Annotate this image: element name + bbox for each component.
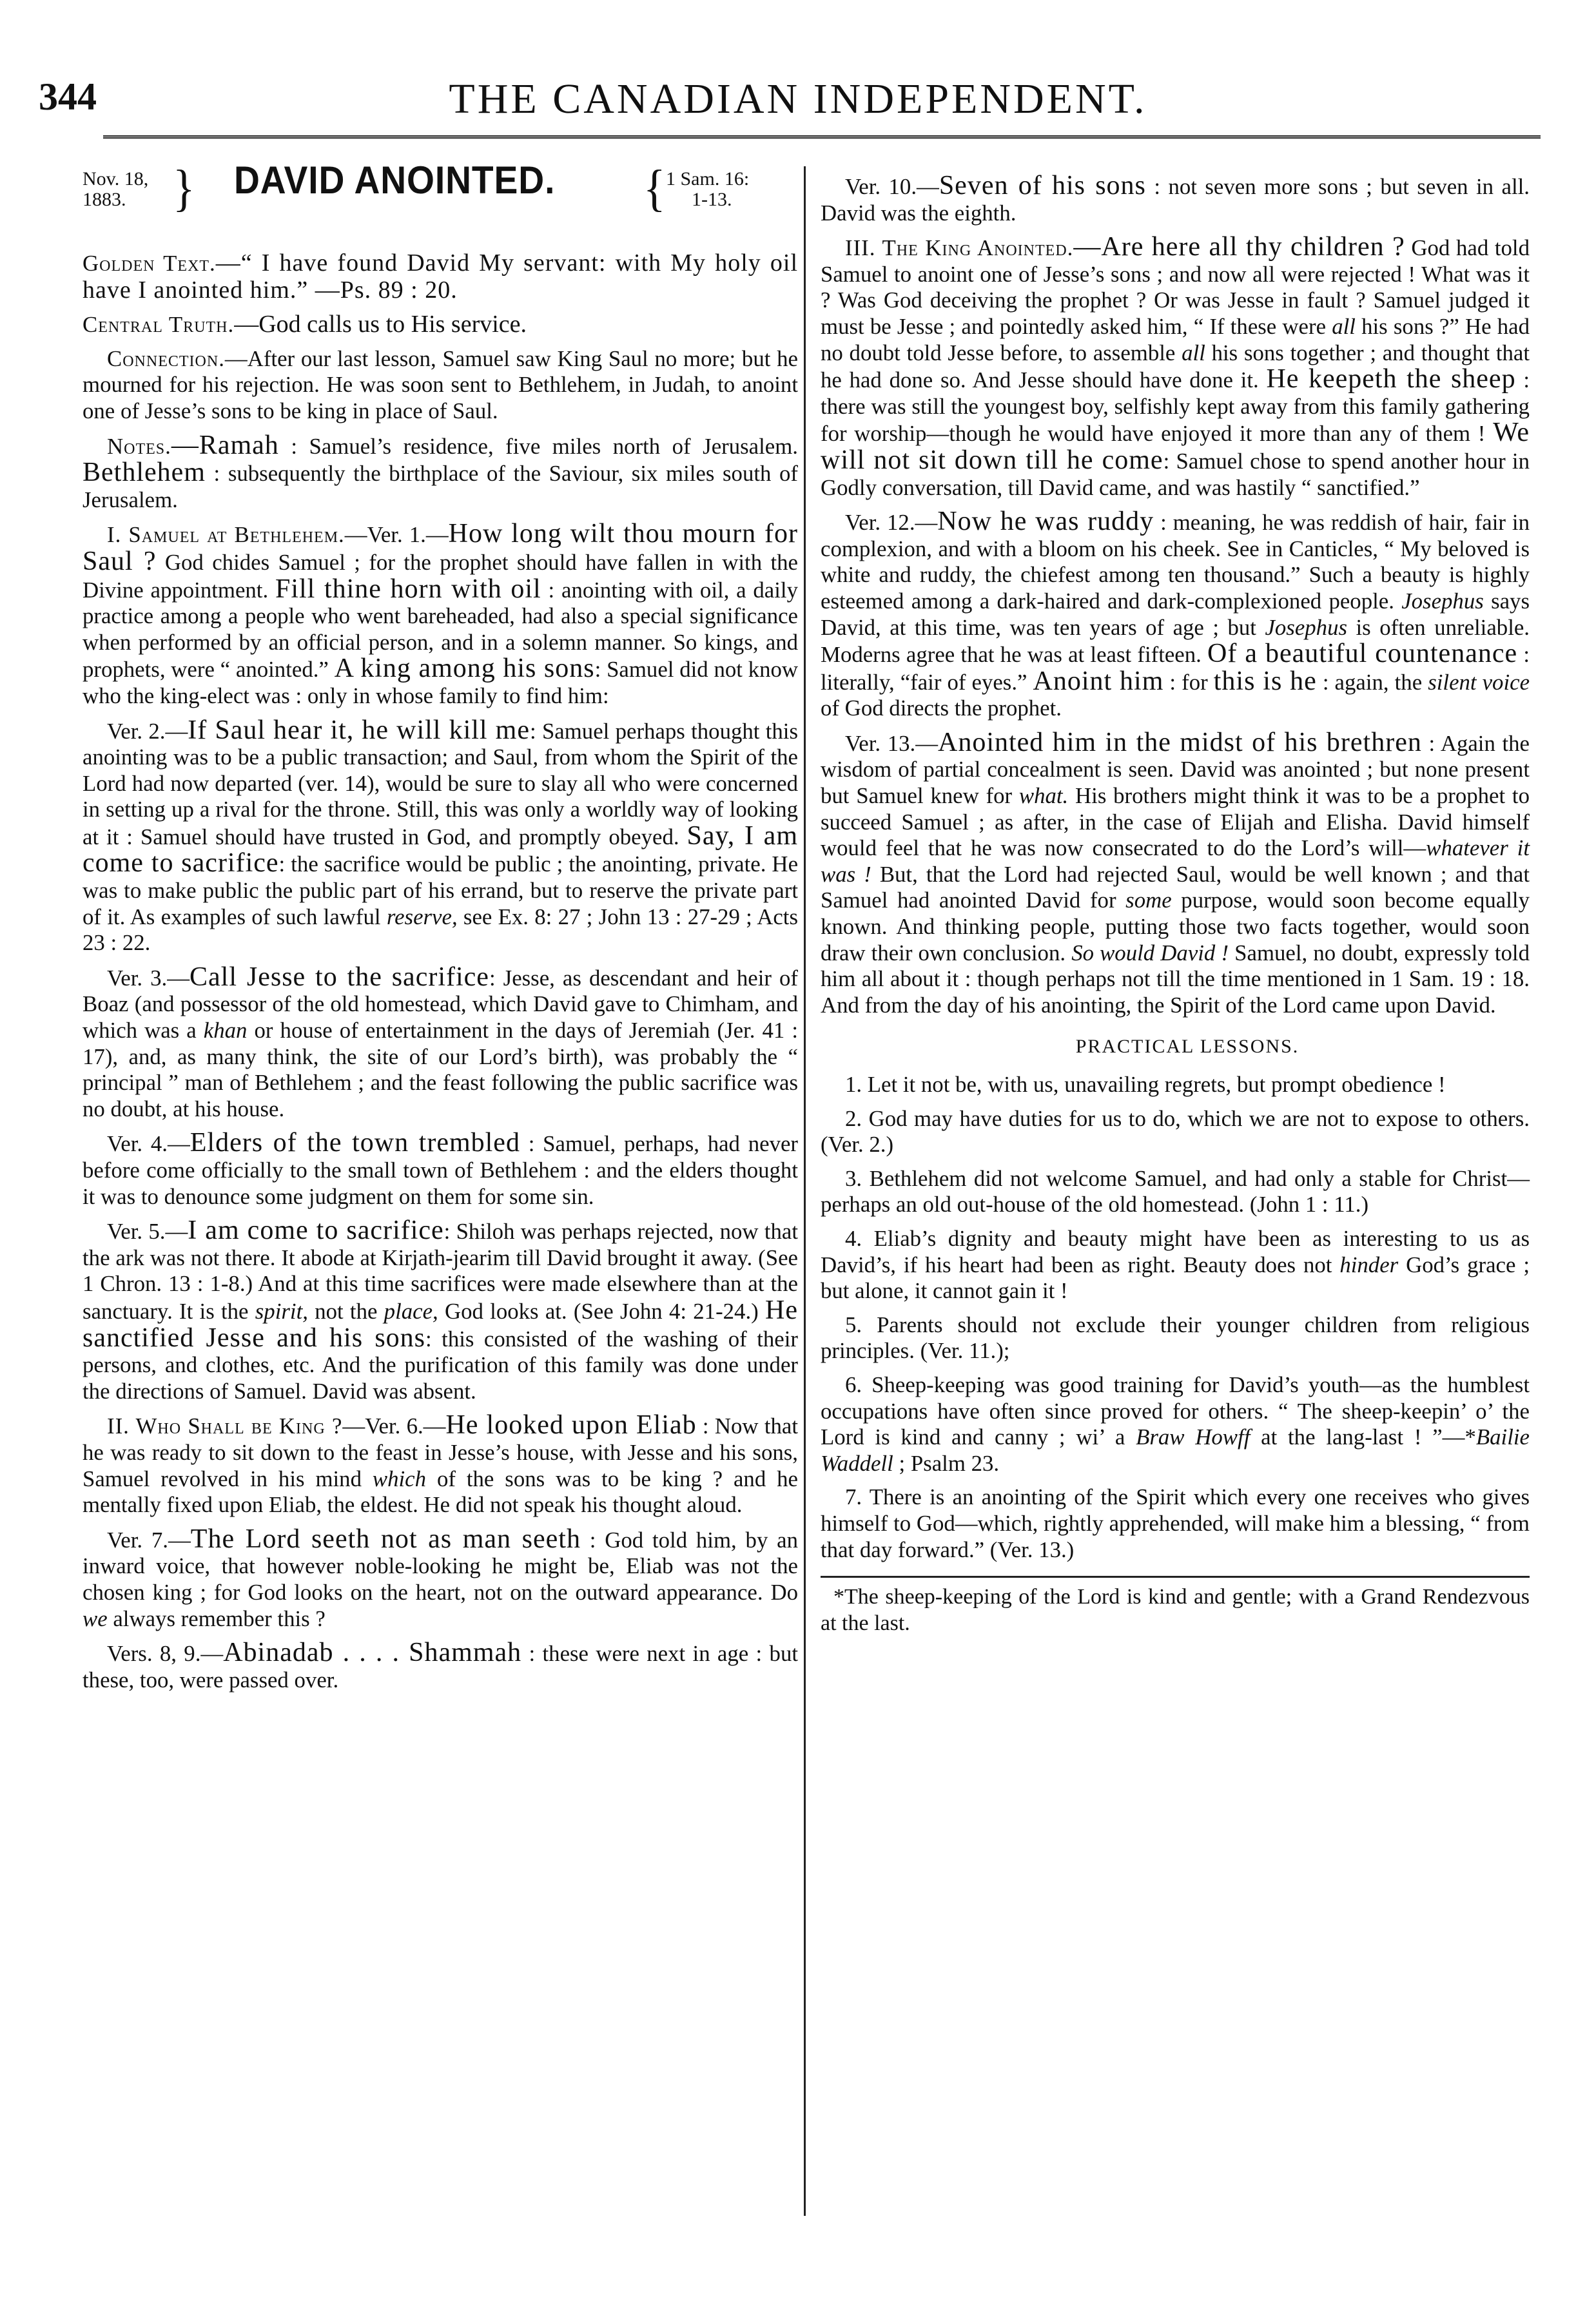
section-3-label: III. The King Anointed. (845, 235, 1074, 261)
section-3-heading-2: He keepeth the sheep (1266, 364, 1516, 394)
verse-7-label: Ver. 7.— (107, 1527, 191, 1553)
lesson-item-6 (821, 1372, 1530, 1477)
verses-8-9-heading: Abinadab . . . . Shammah (223, 1638, 522, 1668)
lesson-item-4 (821, 1226, 1530, 1305)
lesson-6-text-a: 6. Sheep-keeping was good training for David’s youth—as the humblest occupations have often since proved for others. “ The sheep-keepin’ o’ the Lord is kind and canny ; wi’ a (821, 1372, 1530, 1450)
central-truth-body: —God calls us to His service. (234, 311, 527, 338)
verse-2-heading-2: Say, I am come to sacrifice (83, 820, 798, 878)
verse-7-italic: we (83, 1605, 108, 1631)
verse-13-text-1: : Again the wisdom of partial concealment is seen. David was anointed ; but none present but Samuel knew for (821, 730, 1530, 809)
verses-8-9-paragraph (83, 1640, 798, 1693)
section-3-text-2: his sons ?” He had no doubt told Jesse before, to assemble (821, 313, 1530, 365)
section-1-label: I. Samuel at Bethlehem. (107, 522, 345, 548)
verse-13-label: Ver. 13.— (845, 730, 938, 756)
verse-7-heading: The Lord seeth not as man seeth (190, 1524, 581, 1554)
verse-7-paragraph (83, 1526, 798, 1632)
verse-13-text-2: His brothers might think it was to be a prophet to succeed Samuel ; as after, in the case of Elijah and Elisha. David himself would feel that he was now consecrated to do the Lord’s will— (821, 783, 1530, 861)
verse-12-italic-1: Josephus (1401, 588, 1484, 614)
verse-12-italic-3: silent voice (1428, 669, 1530, 695)
section-1-heading-1: How long wilt thou mourn for Saul ? (83, 519, 799, 576)
scripture-ref-line2: 1-13. (692, 189, 732, 210)
notes-paragraph (83, 432, 798, 514)
verse-2-italic: reserve, (386, 904, 458, 929)
practical-lessons (821, 1034, 1530, 1563)
section-3-text-5: : Samuel chose to spend another hour in Godly conversation, till David came, and was hastily “ sanctified.” (821, 448, 1530, 500)
section-1-text-2: : anointing with oil, a daily practice among a people who went bareheaded, had also a special significance when performed by an official person, and in a solemn manner. So kings, and prophets, were “ anointed.” (83, 577, 798, 683)
verse-2-text-3: see Ex. 8: 27 ; John 13 : 27-29 ; Acts 23 : 22. (83, 904, 798, 956)
verse-10-text: : not seven more sons ; but seven in all. David was the eighth. (821, 174, 1530, 226)
verse-3-text-2: or house of entertainment in the days of Jeremiah (Jer. 41 : 17), and, as many think, the site of our Lord’s birth), was probably the “ principal ” man of Bethlehem ; and the feast following the public sacrifice was no doubt, at his house. (83, 1018, 798, 1121)
verse-5-text-4: : this consisted of the washing of their persons, and clothes, etc. And the purification of this family was done under the directions of Samuel. David was absent. (83, 1326, 798, 1404)
lesson-item-3: 3. Bethlehem did not welcome Samuel, and had only a stable for Christ—perhaps an old out-house of the old homestead. (John 1 : 11.) (821, 1165, 1530, 1217)
section-3-text-1: God had told Samuel to anoint one of Jesse’s sons ; and now all were rejected ! What was it ? Was God deceiving the prophet ? Or was Jesse in fault ? Samuel judged it must be Jesse ; and pointedly asked him, “ If these were (821, 235, 1530, 339)
lesson-4-text-b: God’s grace ; but alone, it cannot gain it ! (821, 1252, 1530, 1304)
verse-13-heading: Anointed him in the midst of his brethren (938, 727, 1422, 757)
verse-2-text-2: : the sacrifice would be public ; the anointing, private. He was to make public the public part of his errand, but to reserve the private part of it. As examples of such lawful (83, 851, 799, 929)
lesson-item-7: 7. There is an anointing of the Spirit which every one receives who gives himself to God—which, rightly apprehended, will make him a blessing, “ from that day forward.” (Ver. 13.) (821, 1484, 1530, 1562)
notes-text-2: : subsequently the birthplace of the Saviour, six miles south of Jerusalem. (83, 461, 798, 512)
verse-13-italic-4: So would David ! (1071, 940, 1229, 965)
verse-2-heading-1: If Saul hear it, he will kill me (188, 715, 530, 745)
verse-2-label: Ver. 2.— (107, 718, 188, 744)
verse-12-text-5: : for (1163, 669, 1214, 695)
verse-10-label: Ver. 10.— (845, 174, 939, 199)
verse-10-paragraph (821, 173, 1530, 226)
verse-3-text-1: : Jesse, as descendant and heir of Boaz (and possessor of the old homestead, which David gave to Chimham, and which was a (83, 965, 798, 1043)
verse-12-text-6: : again, the (1316, 669, 1428, 695)
verse-2-text-1: : Samuel perhaps thought this anointing was to be a public transaction; and Saul, from whom the Spirit of the Lord had now departed (ver. 14), would be sure to slay all who were concerned in setting up a rival for the throne. Still, this was only a worldly way of looking at it : Samuel should have trusted in God, and promptly obeyed. (83, 718, 799, 849)
footnote-rule (821, 1576, 1530, 1578)
verses-8-9-label: Vers. 8, 9.— (107, 1641, 224, 1667)
section-3-heading-3: We will not sit down till he come (821, 418, 1530, 475)
central-truth-label: Central Truth. (83, 312, 235, 338)
left-column (83, 159, 799, 1701)
lesson-item-1: 1. Let it not be, with us, unavailing regrets, but prompt obedience ! (845, 1072, 1446, 1097)
section-2-heading: He looked upon Eliab (445, 1410, 697, 1441)
section-1-text-3: : Samuel did not know who the king-elect was : only in whose family to find him: (83, 657, 799, 708)
lesson-6-italic-1: Braw Howff (1136, 1424, 1251, 1450)
verse-12-label: Ver. 12.— (845, 510, 938, 536)
lesson-date-line1: Nov. 18, (83, 168, 149, 189)
connection-label: Connection. (107, 345, 225, 371)
verse-3-label: Ver. 3.— (107, 965, 190, 991)
lesson-4-text-a: 4. Eliab’s dignity and beauty might have been as interesting to us as David’s, if his heart had been as right. Beauty does not (821, 1225, 1530, 1277)
scripture-ref-line1: 1 Sam. 16: (666, 168, 750, 189)
verse-5-label: Ver. 5.— (107, 1219, 188, 1245)
lesson-6-text-b: at the lang-last ! ”—* (1250, 1424, 1476, 1450)
verse-5-paragraph (83, 1217, 798, 1404)
notes-label: Notes. (107, 433, 171, 459)
verse-13-italic-1: what. (1018, 783, 1069, 809)
verse-7-text-2: always remember this ? (107, 1605, 326, 1631)
section-1-paragraph (83, 521, 798, 709)
notes-heading-bethlehem: Bethlehem (83, 458, 206, 488)
practical-lessons-heading: PRACTICAL LESSONS. (1075, 1036, 1299, 1058)
notes-heading-ramah: —Ramah (171, 430, 279, 460)
verse-12-text-4: : literally, “fair of eyes.” (821, 642, 1530, 695)
golden-text-label: Golden Text. (83, 251, 216, 276)
verses-8-9-text: : these were next in age : but these, too, were passed over. (83, 1641, 799, 1693)
verse-13-text-4: purpose, would soon become equally known. And thinking people, putting those two facts together, would soon draw their own conclusion. (821, 888, 1530, 965)
verse-7-text-1: : God told him, by an inward voice, that however noble-looking he might be, Eliab was not the chosen king ; for God looks on the heart, not on the outward appearance. Do (83, 1527, 798, 1605)
lesson-item-2: 2. God may have duties for us to do, which we are not to expose to others. (Ver. 2.) (821, 1105, 1530, 1158)
verse-13-italic-2: whatever it was ! (821, 835, 1530, 887)
page-number: 344 (39, 75, 97, 118)
section-3-text-4: : there was still the youngest boy, selfishly kept away from this family gathering for worship—though he would have enjoyed it more than any of them ! (821, 367, 1530, 447)
lesson-item-5: 5. Parents should not exclude their younger children from religious principles. (Ver. 11.); (821, 1312, 1530, 1364)
lesson-title: DAVID ANOINTED. (234, 159, 556, 202)
section-3-paragraph (821, 234, 1530, 501)
brace-right: } (173, 160, 195, 217)
verse-5-text-3: God looks at. (See John 4: 21-24.) (438, 1298, 765, 1324)
verse-12-heading-4: this is he (1213, 666, 1317, 696)
verse-4-text: : Samuel, perhaps, had never before come officially to the small town of Bethlehem : and the elders thought it was to denounce some judgment on them for some sin. (83, 1131, 799, 1209)
verse-5-heading-2: He sanctified Jesse and his sons (83, 1295, 798, 1353)
verse-12-heading-3: Anoint him (1033, 666, 1164, 696)
verse-12-paragraph (821, 509, 1530, 722)
verse-13-italic-3: some (1125, 888, 1172, 913)
notes-text-1: : Samuel’s residence, five miles north of Jerusalem. (278, 433, 798, 459)
lesson-6-text-c: ; Psalm 23. (893, 1450, 1000, 1476)
section-3-text-3: his sons together ; and thought that he had done so. And Jesse should have done it. (821, 340, 1530, 393)
verse-12-heading-1: Now he was ruddy (937, 507, 1154, 537)
verse-4-heading: Elders of the town trembled (190, 1128, 520, 1158)
verse-13-paragraph (821, 727, 1530, 1019)
verse-5-italic-2: place, (384, 1298, 438, 1324)
scripture-reference (666, 169, 749, 210)
verse-4-label: Ver. 4.— (107, 1131, 190, 1157)
verse-5-text-1: : Shiloh was perhaps rejected, now that the ark was not there. It abode at Kirjath-jearim till David brought it away. (See 1 Chron. 13 : 1-8.) And at this time sacrifices were made elsewhere than at the sanctuary. It is the (83, 1219, 798, 1324)
verse-5-heading-1: I am come to sacrifice (188, 1216, 444, 1246)
lesson-title-block (83, 159, 798, 250)
section-2-paragraph (83, 1412, 798, 1518)
section-2-italic: which (372, 1466, 427, 1491)
verse-2-paragraph (83, 717, 798, 956)
central-truth (83, 311, 798, 338)
verse-12-text-2: says David, at this time, was ten years of age ; but (821, 588, 1530, 640)
section-3-heading-1: —Are here all thy children ? (1073, 232, 1405, 262)
verse-3-heading: Call Jesse to the sacrifice (190, 962, 489, 992)
section-1-heading-3: A king among his sons (334, 654, 595, 684)
verse-12-text-3: is often unreliable. Moderns agree that he was at least fifteen. (821, 614, 1530, 668)
section-3-italic-2: all (1182, 340, 1205, 365)
verse-12-text-1: : meaning, he was reddish of hair, fair in complexion, and with a bloom on his cheek. See in Canticles, “ My beloved is white and ruddy, the chiefest among ten thousand.” Such a beauty is highly esteemed among a dark-haired and dark-complexioned people. (821, 510, 1530, 614)
verse-10-heading: Seven of his sons (939, 171, 1146, 200)
verse-3-italic: khan (203, 1018, 248, 1043)
verse-12-text-7: of God directs the prophet. (821, 695, 1062, 721)
section-1-verse: —Ver. 1.— (344, 522, 449, 548)
verse-13-text-5: Samuel, no doubt, expressly told him all about it : though perhaps not till the time mentioned in 1 Sam. 19 : 18. And from the day of his anointing, the Spirit of the Lord came upon David. (821, 940, 1530, 1018)
verse-4-paragraph (83, 1130, 798, 1210)
lesson-date-line2: 1883. (83, 189, 126, 210)
golden-text-body: —“ I have found David My servant: with My holy oil have I anointed him.” —Ps. 89 : 20. (83, 249, 798, 304)
verse-3-paragraph (83, 964, 798, 1123)
verse-12-italic-2: Josephus (1265, 614, 1348, 640)
lesson-4-italic: hinder (1339, 1252, 1399, 1277)
column-divider (804, 166, 806, 2216)
connection-paragraph (83, 346, 798, 425)
verse-13-text-3: But, that the Lord had rejected Saul, would be well known ; and that Samuel had anointed David for (821, 861, 1530, 913)
section-2-verse: —Ver. 6.— (342, 1413, 446, 1439)
connection-text: —After our last lesson, Samuel saw King Saul no more; but he mourned for his rejection. He was soon sent to Bethlehem, in Judah, to anoint one of Jesse’s sons to be king in place of Saul. (83, 345, 798, 423)
section-2-label: II. Who Shall be King ? (107, 1413, 343, 1439)
section-1-text-1: God chides Samuel ; for the prophet should have fallen in with the Divine appointment. (83, 549, 798, 603)
footnote: *The sheep-keeping of the Lord is kind and gentle; with a Grand Rendezvous at the last. (821, 1585, 1530, 1635)
header-rule (103, 135, 1541, 139)
verse-5-text-2: not the (307, 1298, 384, 1324)
golden-text (83, 250, 798, 304)
lesson-6-italic-2: Bailie Waddell (821, 1424, 1530, 1476)
section-3-italic-1: all (1332, 313, 1356, 339)
page-header (39, 62, 1557, 133)
right-column (821, 173, 1530, 1644)
section-2-text-2: of the sons was to be king ? and he mentally fixed upon Eliab, the eldest. He did not speak his thought aloud. (83, 1466, 798, 1518)
verse-12-heading-2: Of a beautiful countenance (1207, 639, 1518, 669)
verse-5-italic-1: spirit, (255, 1298, 308, 1324)
section-1-heading-2: Fill thine horn with oil (275, 574, 541, 604)
brace-left: { (643, 160, 666, 217)
running-title: THE CANADIAN INDEPENDENT. (449, 75, 1147, 122)
lesson-date (83, 169, 148, 210)
section-2-text-1: : Now that he was ready to sit down to the feast in Jesse’s house, with Jesse and his sons, Samuel revolved in his mind (83, 1413, 798, 1491)
